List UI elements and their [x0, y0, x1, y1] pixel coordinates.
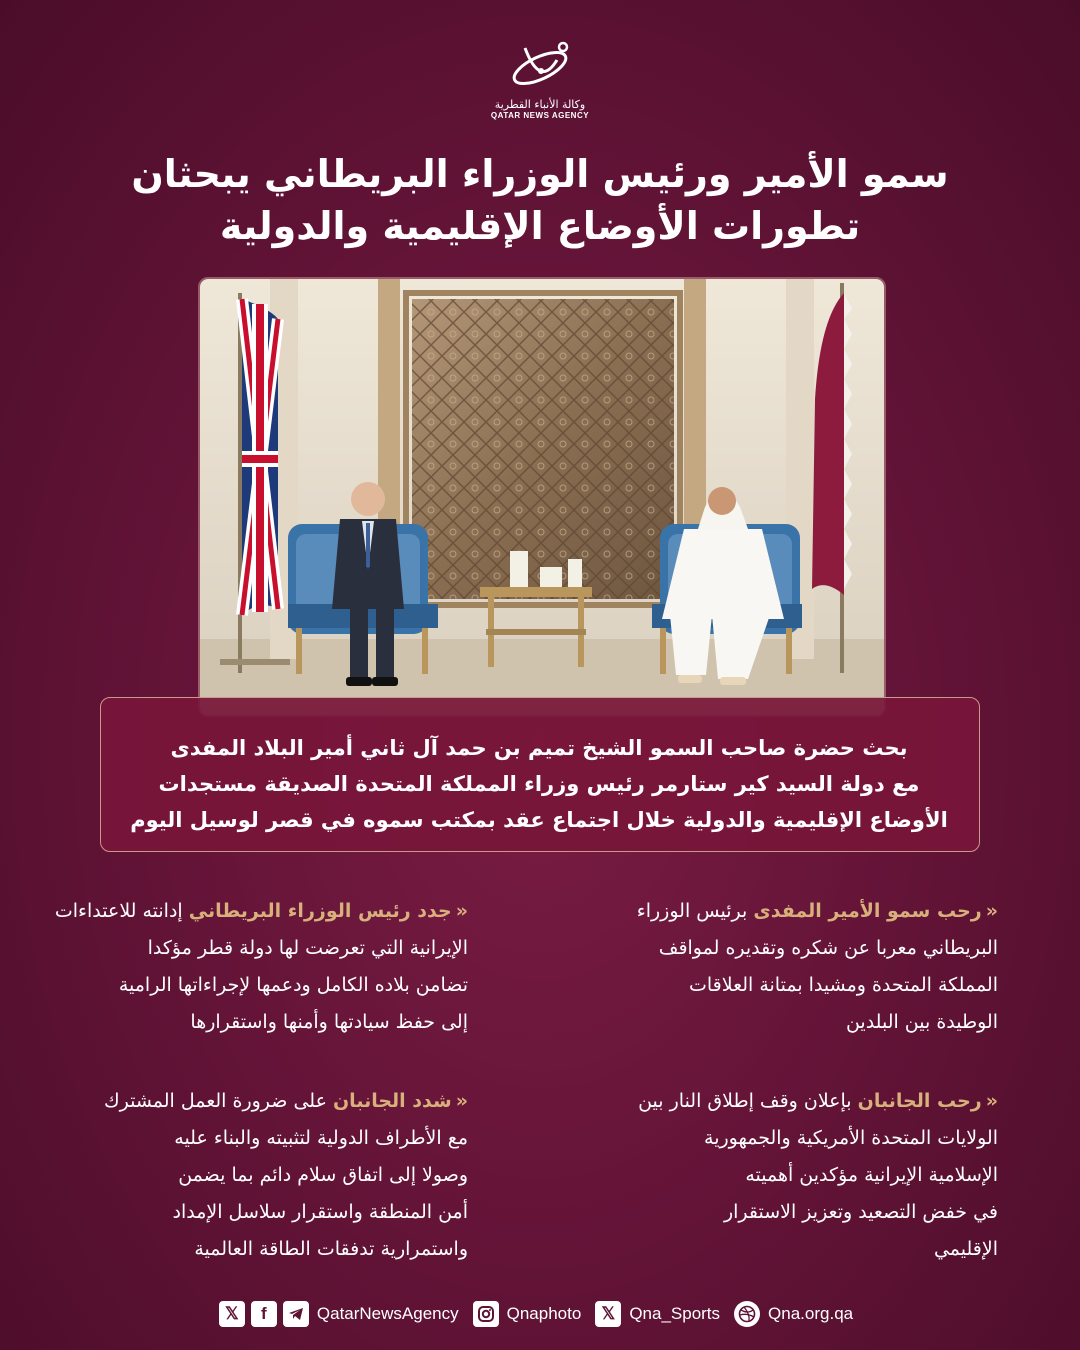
point-line: المملكة المتحدة ومشيدا بمتانة العلاقات — [688, 974, 998, 996]
headline-line-2: تطورات الأوضاع الإقليمية والدولية — [219, 204, 861, 248]
point-line — [582, 893, 998, 930]
point-highlight: رحب سمو الأمير المفدى — [753, 900, 982, 922]
meeting-photo-illustration — [200, 279, 884, 715]
point-line — [582, 1083, 998, 1120]
point-uk-pm-condemnation — [52, 893, 468, 1041]
point-line: الإقليمي — [933, 1238, 998, 1260]
point-line — [52, 893, 468, 930]
telegram-icon[interactable] — [283, 1301, 309, 1327]
chevron-icon: « — [455, 1090, 468, 1112]
point-line: إلى حفظ سيادتها وأمنها واستقرارها — [190, 1011, 468, 1033]
point-line: مع الأطراف الدولية لتثبيته والبناء عليه — [174, 1127, 468, 1149]
point-line: وصولا إلى اتفاق سلام دائم بما يضمن — [178, 1164, 468, 1186]
point-joint-work — [52, 1083, 468, 1268]
dribbble-icon[interactable] — [734, 1301, 760, 1327]
point-line: الإسلامية الإيرانية مؤكدين أهميته — [745, 1164, 998, 1186]
chevron-icon: « — [455, 900, 468, 922]
point-line: واستمرارية تدفقات الطاقة العالمية — [194, 1238, 468, 1260]
point-highlight: رحب الجانبان — [857, 1090, 982, 1112]
summary-line-2: مع دولة السيد كير ستارمر رئيس وزراء المملكة المتحدة الصديقة مستجدات — [158, 772, 920, 796]
point-line: الوطيدة بين البلدين — [845, 1011, 998, 1033]
point-line: البريطاني معربا عن شكره وتقديره لمواقف — [658, 937, 998, 959]
facebook-icon[interactable]: f — [251, 1301, 277, 1327]
handle-qatarnewsagency[interactable]: QatarNewsAgency — [316, 1304, 459, 1323]
point-text: إدانته للاعتداءات — [54, 900, 189, 922]
point-line: في خفض التصعيد وتعزيز الاستقرار — [723, 1201, 998, 1223]
chevron-icon: « — [985, 900, 998, 922]
instagram-icon[interactable] — [473, 1301, 499, 1327]
point-line: أمن المنطقة واستقرار سلاسل الإمداد — [172, 1201, 468, 1223]
summary-line-1: بحث حضرة صاحب السمو الشيخ تميم بن حمد آل ثاني أمير البلاد المفدى — [170, 736, 908, 760]
meeting-photo — [198, 277, 886, 717]
website-link[interactable]: Qna.org.qa — [768, 1304, 854, 1323]
logo-arabic-text: وكالة الأنباء القطرية — [494, 98, 586, 111]
qna-logo-mark-icon — [505, 38, 575, 94]
summary-box — [100, 697, 980, 852]
chevron-icon: « — [985, 1090, 998, 1112]
point-line: الولايات المتحدة الأمريكية والجمهورية — [704, 1127, 998, 1149]
point-line — [52, 1083, 468, 1120]
logo-english-text: QATAR NEWS AGENCY — [490, 111, 590, 120]
point-highlight: شدد الجانبان — [332, 1090, 452, 1112]
point-line: الإيرانية التي تعرضت لها دولة قطر مؤكدا — [147, 937, 468, 959]
point-text: بإعلان وقف إطلاق النار بين — [638, 1090, 858, 1112]
handle-qna-sports[interactable]: Qna_Sports — [629, 1304, 721, 1323]
point-emir-welcome — [582, 893, 998, 1041]
x-icon[interactable]: 𝕏 — [595, 1301, 621, 1327]
social-footer — [0, 1297, 1080, 1331]
x-icon[interactable]: 𝕏 — [219, 1301, 245, 1327]
point-line: تضامن بلاده الكامل ودعمها لإجراءاتها الرامية — [118, 974, 468, 996]
point-ceasefire-welcome — [582, 1083, 998, 1268]
point-text: برئيس الوزراء — [636, 900, 754, 922]
point-highlight: جدد رئيس الوزراء البريطاني — [188, 900, 452, 922]
qna-logo — [480, 38, 600, 130]
point-text: على ضرورة العمل المشترك — [103, 1090, 333, 1112]
headline-line-1: سمو الأمير ورئيس الوزراء البريطاني يبحثان — [131, 152, 949, 196]
handle-qnaphoto[interactable]: Qnaphoto — [506, 1304, 582, 1323]
summary-line-3: الأوضاع الإقليمية والدولية خلال اجتماع عقد بمكتب سموه في قصر لوسيل اليوم — [130, 808, 948, 832]
